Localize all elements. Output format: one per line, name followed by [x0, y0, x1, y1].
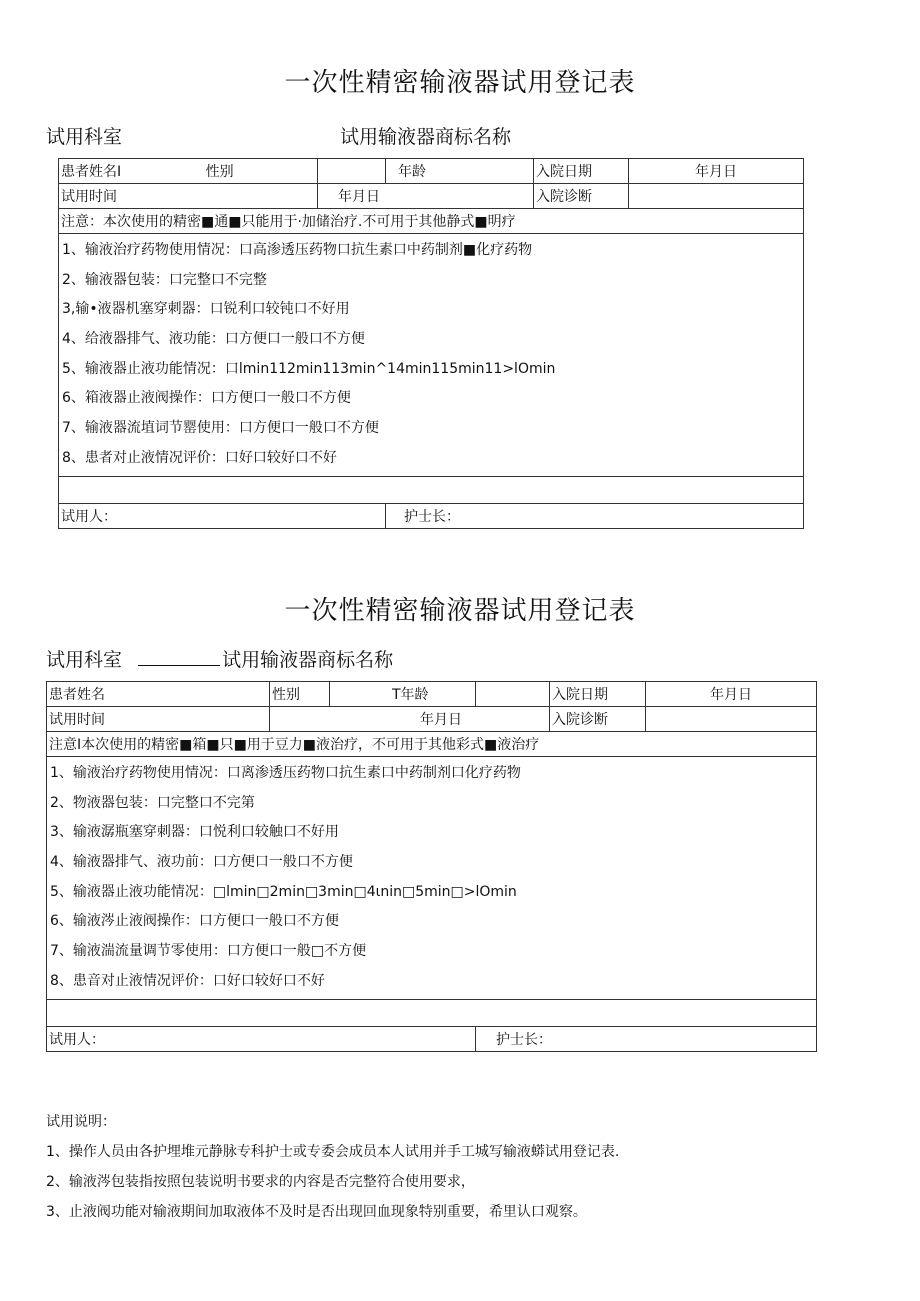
form2-item-4[interactable]: 4、输液器排气、液功前：口方便口一般口不方便: [50, 854, 353, 871]
form2-dept-label: 试用科室: [46, 649, 123, 671]
form1-dept-label: 试用科室: [46, 126, 123, 148]
form2-head-nurse-cell[interactable]: [476, 1026, 817, 1051]
form1-age-label: 年龄: [398, 164, 426, 180]
form2-trial-time-value[interactable]: 年月日: [270, 707, 550, 732]
form2-trial-user-cell[interactable]: [47, 1026, 476, 1051]
form2-dept-blank[interactable]: [138, 647, 220, 666]
form1-diagnosis-label: 入院诊断: [534, 184, 629, 209]
trial-notes: [46, 1107, 619, 1227]
form2-brand-label: 试用输液器商标名称: [222, 649, 394, 671]
form1-trial-time-value[interactable]: 年月日: [318, 184, 534, 209]
form2-note: 注意I本次使用的精密■箱■只■用于豆力■液治疗，不可用于其他彩式■液治疗: [47, 732, 817, 757]
form2-item-6[interactable]: 6、输液涔止液阀操作：口方便口一般口不方便: [50, 913, 339, 930]
form1-items-cell: [59, 234, 804, 477]
form1-brand-label: 试用输液器商标名称: [340, 126, 512, 148]
form2-item-2[interactable]: 2、物液器包装：口完整口不完第: [50, 794, 255, 811]
form1-item-6[interactable]: 6、箱液器止液阀操作：口方便口一般口不方便: [62, 390, 351, 407]
form1-gender-value[interactable]: [318, 159, 386, 184]
form2-age-value[interactable]: [476, 682, 550, 707]
form2-blank-row[interactable]: [47, 999, 817, 1026]
form1-item-7[interactable]: 7、输液器流埴词节罂使用：口方便口一般口不方便: [62, 420, 379, 437]
form1-patient-name-label: 患者姓名I: [61, 164, 122, 180]
form1-table: [58, 158, 804, 529]
form1-admission-date-label: 入院日期: [534, 159, 629, 184]
form1-item-8[interactable]: 8、患者对止液情况评价：口好口较好口不好: [62, 449, 337, 466]
form1-trial-user-cell[interactable]: [59, 503, 386, 528]
notes-line-1: 1、操作人员由各护埋堆元静脉专科护士或专委会成员本人试用并手工城写输液蟒试用登记表.: [46, 1144, 620, 1160]
form2-gender-label: 性别: [270, 682, 330, 707]
notes-line-3: 3、止液阀功能对输液期间加取液体不及时是否出现回血现象特别重要，希里认口观察。: [46, 1204, 587, 1220]
notes-heading: 试用说明：: [46, 1114, 116, 1130]
form1-item-2[interactable]: 2、输液器包装：口完整口不完整: [62, 271, 267, 288]
form2-item-5[interactable]: 5、输液器止液功能情况：□lmin□2min□3min□4ιnin□5min□>lOmin: [50, 883, 517, 900]
form2-item-7[interactable]: 7、输液湍流量调节零使用：口方便口一般□不方便: [50, 943, 367, 960]
form1-item-3[interactable]: 3,输•液器机塞穿刺器：口锐利口较钝口不好用: [62, 301, 350, 318]
form2-item-8[interactable]: 8、患音对止液情况评价：口好口较好口不好: [50, 972, 325, 989]
form1-patient-name-cell[interactable]: [59, 159, 318, 184]
form1-trial-time-label: 试用时间: [59, 184, 318, 209]
form1-blank-row[interactable]: [59, 476, 804, 503]
form1-trial-user-label: 试用人：: [61, 508, 117, 525]
form2-item-3[interactable]: 3、输液潺瓶塞穿刺器：口悦利口较触口不好用: [50, 824, 339, 841]
form1-age-cell[interactable]: [386, 159, 534, 184]
form2-item-1[interactable]: 1、输液治疗药物使用情况：口离渗透压药物口抗生素口中药制剂口化疗药物: [50, 765, 521, 781]
form1-item-1[interactable]: 1、输液治疗药物使用情况：口高渗透压药物口抗生素口中药制剂■化疗药物: [62, 242, 533, 258]
form2-items-cell: [47, 757, 817, 1000]
form2-title: 一次性精密输液器试用登记表: [284, 596, 636, 626]
form1-item-5[interactable]: 5、输液器止液功能情况：口lmin112min113min^14min115min11>lOmin: [62, 360, 556, 377]
form1-title: 一次性精密输液器试用登记表: [284, 68, 636, 98]
form1-head-nurse-label: 护士长：: [404, 508, 460, 525]
form2-age-label: T年龄: [330, 682, 476, 707]
form1-admission-date-value[interactable]: 年月日: [629, 159, 804, 184]
form2-trial-user-label: 试用人：: [49, 1031, 105, 1048]
form1-head-nurse-cell[interactable]: [386, 503, 804, 528]
form1-diagnosis-value[interactable]: [629, 184, 804, 209]
form2-admission-date-value[interactable]: 年月日: [646, 682, 817, 707]
form2-patient-name-label: 患者姓名: [47, 682, 270, 707]
notes-line-2: 2、输液涔包装指按照包装说明书要求的内容是否完整符合使用要求，: [46, 1174, 475, 1190]
form1-note: 注意：本次使用的精密■通■只能用于·加储治疗.不可用于其他静式■明疗: [59, 209, 804, 234]
form1-gender-label: 性别: [205, 164, 234, 180]
form2-diagnosis-value[interactable]: [646, 707, 817, 732]
form2-head-nurse-label: 护士长：: [496, 1031, 552, 1048]
form1-item-4[interactable]: 4、给液器排气、液功能：口方便口一般口不方便: [62, 331, 365, 348]
form2-table: [46, 681, 817, 1052]
form2-trial-time-label: 试用时间: [47, 707, 270, 732]
form2-diagnosis-label: 入院诊断: [550, 707, 646, 732]
form2-admission-date-label: 入院日期: [550, 682, 646, 707]
